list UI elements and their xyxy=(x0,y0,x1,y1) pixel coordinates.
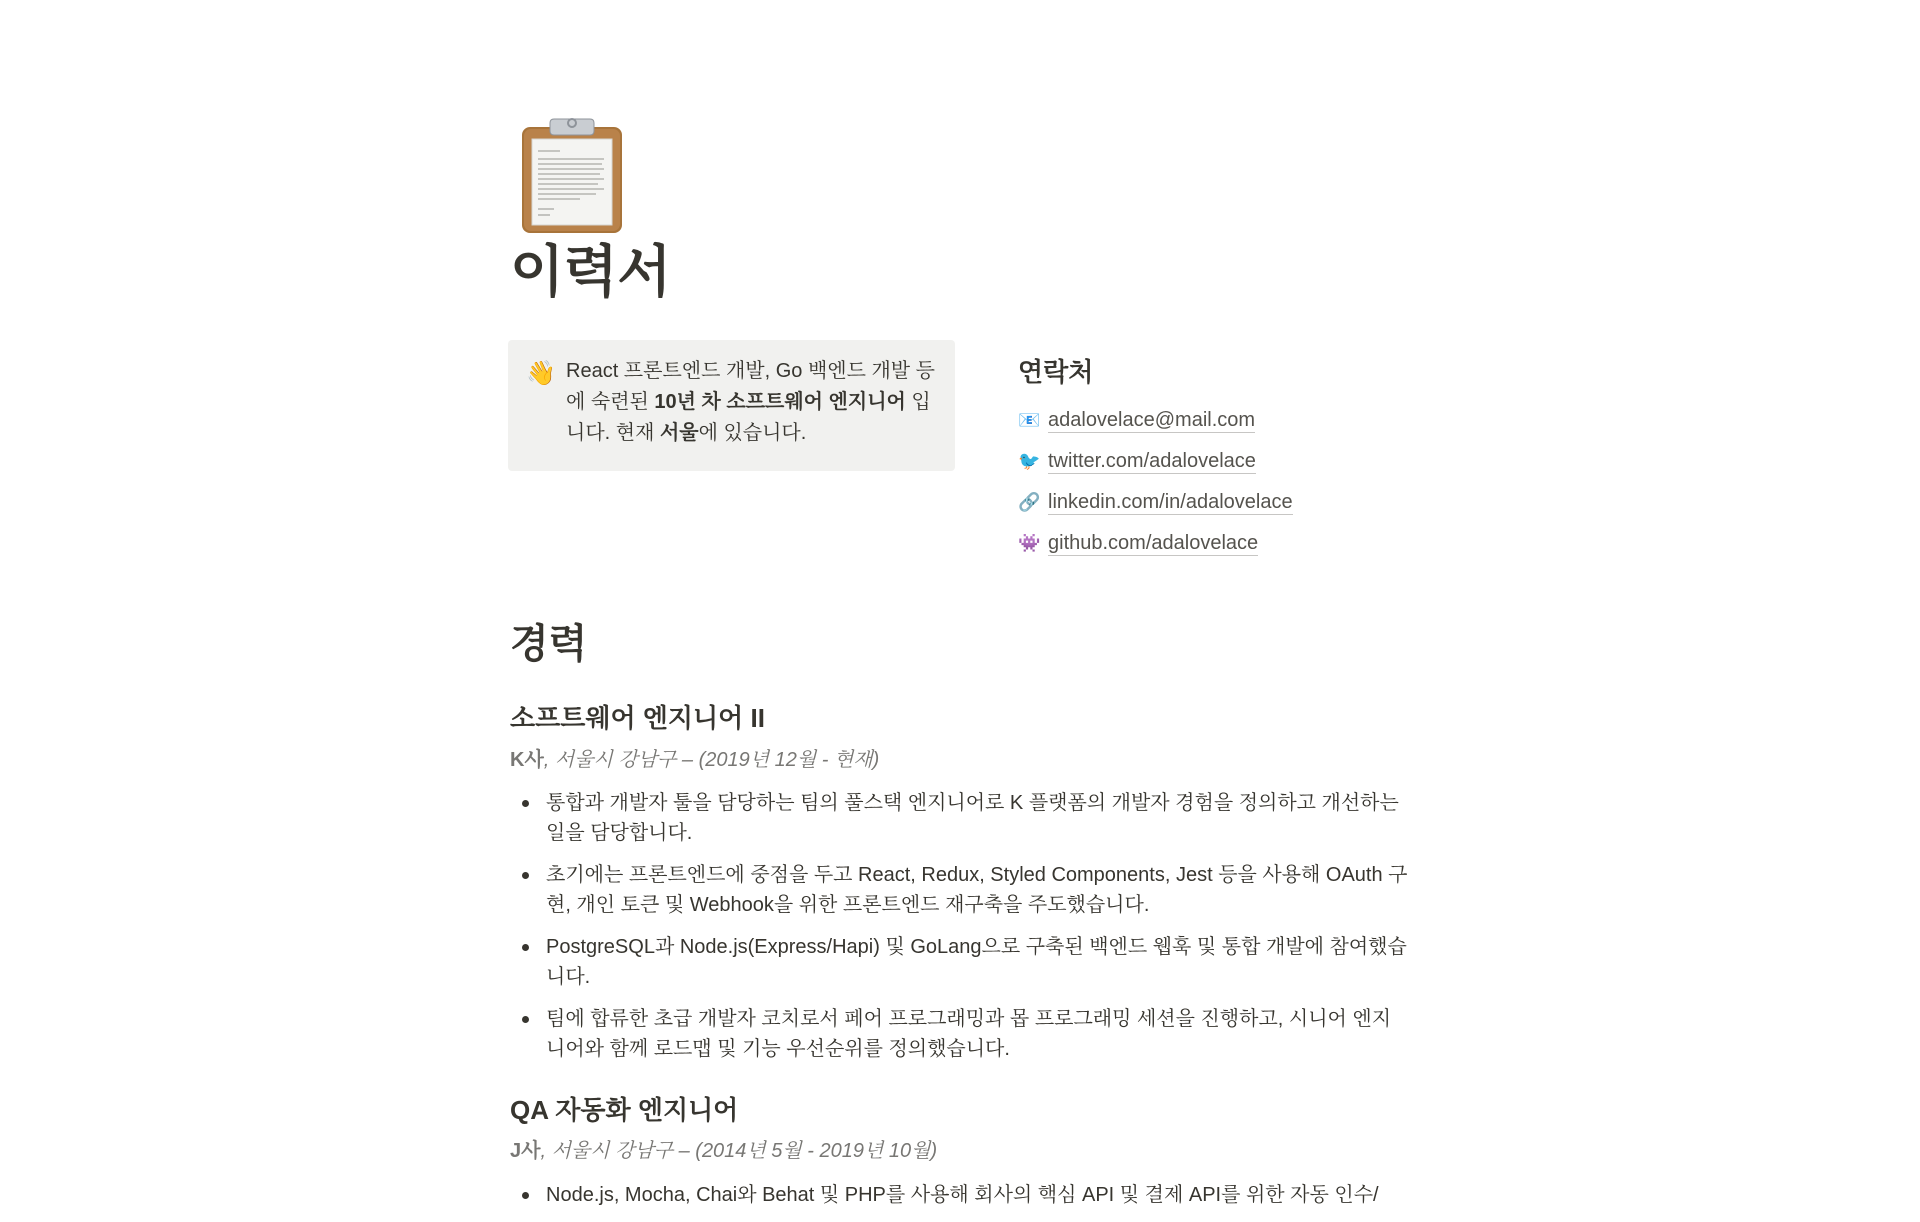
github-link[interactable]: github.com/adalovelace xyxy=(1048,532,1259,554)
email-link[interactable]: adalovelace@mail.com xyxy=(1048,409,1256,431)
job-title[interactable]: 소프트웨어 엔지니어 II xyxy=(510,703,765,733)
company-name: J사 xyxy=(510,1140,541,1162)
list-item[interactable]: 초기에는 프론트엔드에 중점을 두고 React, Redux, Styled Components, Jest 등을 사용해 OAuth 구현, 개인 토큰 및 Webhook을 위한 프론트엔드 재구축을 주도했습니다. xyxy=(510,860,1410,920)
career-heading[interactable]: 경력 xyxy=(510,622,588,666)
bird-icon: 🐦 xyxy=(1018,451,1041,471)
contact-github-row xyxy=(1018,523,1418,564)
contact-twitter-row xyxy=(1018,441,1418,482)
page-title[interactable]: 이력서 xyxy=(510,240,671,303)
waving-hand-icon: 👋 xyxy=(526,360,556,387)
contact-heading: 연락처 xyxy=(1018,357,1094,387)
list-item[interactable]: 통합과 개발자 툴을 담당하는 팀의 풀스택 엔지니어로 K 플랫폼의 개발자 경험을 정의하고 개선하는 일을 담당합니다. xyxy=(510,788,1410,848)
alien-monster-icon: 👾 xyxy=(1018,533,1041,553)
list-item[interactable]: PostgreSQL과 Node.js(Express/Hapi) 및 GoLang으로 구축된 백엔드 웹훅 및 통합 개발에 참여했습니다. xyxy=(510,932,1410,992)
intro-callout[interactable] xyxy=(508,340,955,471)
contact-email-row xyxy=(1018,400,1418,441)
company-name: K사 xyxy=(510,749,544,771)
clipboard-icon[interactable] xyxy=(520,117,624,235)
list-item[interactable]: 팀에 합류한 초급 개발자 코치로서 페어 프로그래밍과 몹 프로그래밍 세션을 진행하고, 시니어 엔지니어와 함께 로드맵 및 기능 우선순위를 정의했습니다. xyxy=(510,1004,1410,1064)
linkedin-link[interactable]: linkedin.com/in/adalovelace xyxy=(1048,491,1293,513)
contact-linkedin-row xyxy=(1018,482,1418,523)
contact-section xyxy=(1018,352,1418,564)
job-location-period: , 서울시 강남구 – (2014년 5월 - 2019년 10월) xyxy=(540,1140,938,1162)
job-bullet-list xyxy=(510,1180,1410,1222)
job-meta[interactable] xyxy=(510,745,879,775)
intro-text: React 프론트엔드 개발, Go 백엔드 개발 등에 숙련된 10년 차 소프트웨어 엔지니어 입니다. 현재 서울에 있습니다. xyxy=(566,360,935,444)
job-bullet-list xyxy=(510,788,1410,1076)
job-location-period: , 서울시 강남구 – (2019년 12월 - 현재) xyxy=(543,749,880,771)
link-icon: 🔗 xyxy=(1018,492,1041,512)
email-icon: 📧 xyxy=(1018,410,1041,430)
job-meta[interactable] xyxy=(510,1136,937,1166)
list-item[interactable]: Node.js, Mocha, Chai와 Behat 및 PHP를 사용해 회사의 핵심 API 및 결제 API를 위한 자동 인수/ xyxy=(510,1180,1410,1210)
twitter-link[interactable]: twitter.com/adalovelace xyxy=(1048,450,1256,472)
job-title[interactable]: QA 자동화 엔지니어 xyxy=(510,1095,739,1125)
